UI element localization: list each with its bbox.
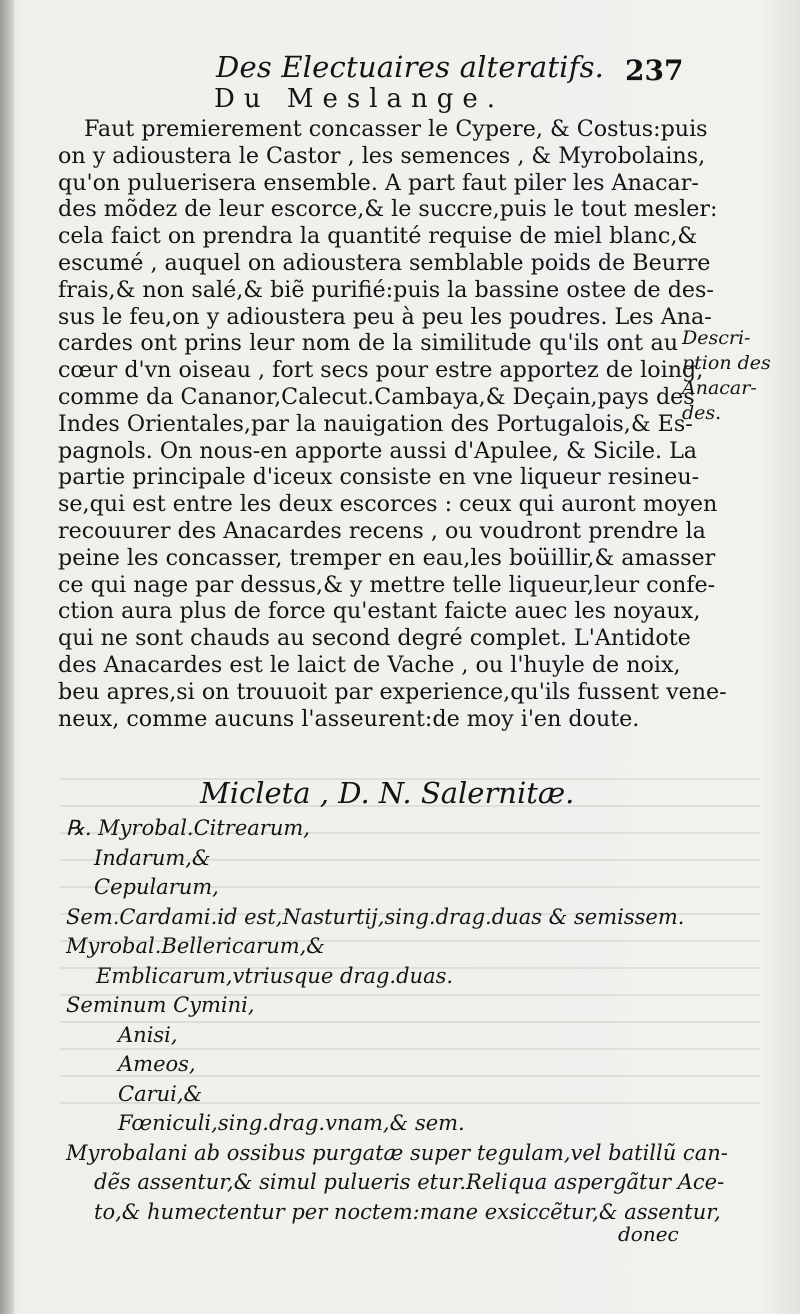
text-line: frais,& non salé,& biẽ purifié:puis la bassine ostee de des- xyxy=(58,276,714,303)
text-line: des Anacardes est le laict de Vache , ou l'huyle de noix, xyxy=(58,651,681,678)
running-head xyxy=(0,44,800,87)
text-line: pagnols. On nous-en apporte aussi d'Apulee, & Sicile. La xyxy=(58,437,698,464)
text-line: cela faict on prendra la quantité requise de miel blanc,& xyxy=(58,223,698,250)
recipe-line: Myrobal.Bellericarum,& xyxy=(66,934,326,958)
page-number: 237 xyxy=(625,54,684,87)
text-line: recouurer des Anacardes recens , ou voudront prendre la xyxy=(58,517,706,544)
recipe-line: ℞. Myrobal.Citrearum, xyxy=(66,816,310,840)
recipe-title: Micleta , D. N. Salernitæ. xyxy=(200,776,575,810)
recipe-line: Sem.Cardami.id est,Nasturtij,sing.drag.duas & semissem. xyxy=(66,904,685,929)
recipe-line: Fœniculi,sing.drag.vnam,& sem. xyxy=(118,1111,465,1135)
text-line: comme da Cananor,Calecut.Cambaya,& Deçain,pays des xyxy=(58,383,695,410)
running-title: Des Electuaires alteratifs. xyxy=(216,50,605,84)
recipe-line: Carui,& xyxy=(118,1081,203,1106)
text-line: se,qui est entre les deux escorces : ceux qui auront moyen xyxy=(58,491,718,518)
text-line: beu apres,si on trouuoit par experience,qu'ils fussent vene- xyxy=(58,678,727,705)
catchword: donec xyxy=(618,1222,679,1246)
text-line: on y adioustera le Castor , les semences , & Myrobolains, xyxy=(58,142,706,169)
text-line: ce qui nage par dessus,& y mettre telle liqueur,leur confe- xyxy=(58,571,716,598)
margin-note-line: ption des xyxy=(682,352,771,374)
recipe-line: Myrobalani ab ossibus purgatæ super tegulam,vel batillũ can- xyxy=(66,1140,728,1165)
page-gutter xyxy=(0,0,14,1314)
text-line: des mõdez de leur escorce,& le succre,puis le tout mesler: xyxy=(58,196,718,223)
margin-note-line: Anacar- xyxy=(682,377,757,399)
margin-note xyxy=(682,326,786,426)
text-line: sus le feu,on y adioustera peu à peu les poudres. Les Ana- xyxy=(58,303,712,330)
recipe-line: dẽs assentur,& simul pulueris etur.Reliqua aspergãtur Ace- xyxy=(94,1170,725,1194)
text-line: partie principale d'iceux consiste en vne liqueur resineu- xyxy=(58,464,700,491)
recipe-line: Anisi, xyxy=(118,1022,178,1047)
text-line: ction aura plus de force qu'estant faicte auec les noyaux, xyxy=(58,598,701,625)
text-line: peine les concasser, tremper en eau,les boüillir,& amasser xyxy=(58,544,716,571)
text-line: Faut premierement concasser le Cypere, & Costus:puis xyxy=(84,116,708,142)
recipe-line: Ameos, xyxy=(118,1052,196,1076)
section-heading: Du Meslange. xyxy=(214,84,505,114)
recipe-list xyxy=(66,814,728,1227)
recipe-line: Indarum,& xyxy=(94,845,211,870)
recipe-line: Emblicarum,vtriusque drag.duas. xyxy=(96,963,454,988)
text-line: qu'on puluerisera ensemble. A part faut piler les Anacar- xyxy=(58,169,699,196)
recipe-line: Cepularum, xyxy=(94,875,219,899)
recipe-line: to,& humectentur per noctem:mane exsiccẽtur,& assentur, xyxy=(94,1199,721,1224)
margin-note-line: Descri- xyxy=(682,327,751,349)
text-line: cœur d'vn oiseau , fort secs pour estre apportez de loing, xyxy=(58,357,704,384)
text-line: qui ne sont chauds au second degré complet. L'Antidote xyxy=(58,625,691,652)
text-line: neux, comme aucuns l'asseurent:de moy i'en doute. xyxy=(58,705,640,732)
text-line: escumé , auquel on adioustera semblable poids de Beurre xyxy=(58,249,711,276)
text-line: cardes ont prins leur nom de la similitude qu'ils ont au xyxy=(58,330,678,357)
margin-note-line: des. xyxy=(682,402,722,424)
text-line: Indes Orientales,par la nauigation des Portugalois,& Es- xyxy=(58,410,693,437)
recipe-line: Seminum Cymini, xyxy=(66,993,255,1017)
